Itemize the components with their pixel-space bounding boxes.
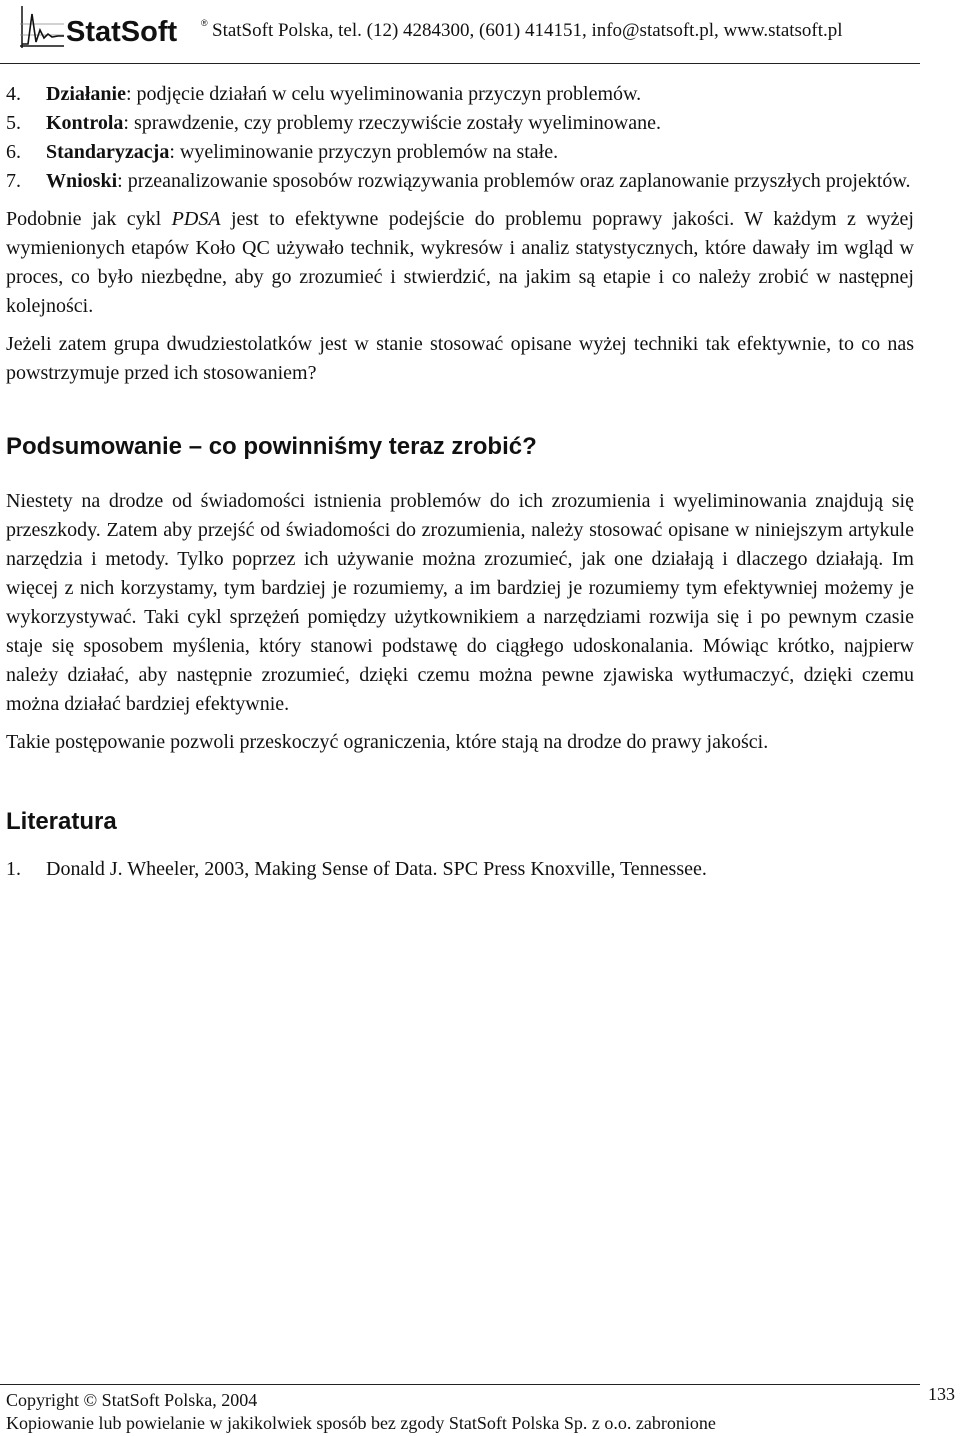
- article-body: [6, 80, 914, 884]
- list-number: 5.: [6, 112, 21, 134]
- list-item: [6, 109, 914, 138]
- reference-number: 1.: [6, 858, 21, 880]
- pdsa-term: PDSA: [171, 208, 221, 230]
- list-number: 7.: [6, 170, 21, 192]
- registered-mark: ®: [201, 18, 208, 28]
- footer-divider: [0, 1384, 920, 1385]
- list-text: : sprawdzenie, czy problemy rzeczywiście zostały wyeliminowane.: [123, 112, 661, 134]
- list-text: : podjęcie działań w celu wyeliminowania przyczyn problemów.: [126, 83, 642, 105]
- logo-text: StatSoft: [66, 16, 178, 48]
- header-divider: [0, 63, 920, 64]
- list-term: Wnioski: [46, 170, 118, 192]
- list-term: Standaryzacja: [46, 141, 170, 163]
- chart-wave-icon: [18, 4, 66, 50]
- list-text: : wyeliminowanie przyczyn problemów na stałe.: [169, 141, 559, 163]
- section-title-literature: Literatura: [6, 808, 117, 835]
- paragraph-conclusion: Takie postępowanie pozwoli przeskoczyć ograniczenia, które stają na drodze do prawy jakości.: [6, 731, 769, 753]
- list-item: [6, 80, 914, 109]
- reference-text: Donald J. Wheeler, 2003, Making Sense of Data. SPC Press Knoxville, Tennessee.: [46, 858, 707, 880]
- paragraph-question: Jeżeli zatem grupa dwudziestolatków jest w stanie stosować opisane wyżej techniki tak efektywnie, to co nas powstrzymuje przed ich stosowaniem?: [6, 333, 914, 384]
- list-term: Kontrola: [46, 112, 124, 134]
- list-number: 6.: [6, 141, 21, 163]
- list-term: Działanie: [46, 83, 126, 105]
- footer-notice: Kopiowanie lub powielanie w jakikolwiek sposób bez zgody StatSoft Polska Sp. z o.o. zabronione: [6, 1413, 716, 1433]
- reference-item: [6, 855, 914, 884]
- list-text: : przeanalizowanie sposobów rozwiązywania problemów oraz zaplanowanie przyszłych projektów.: [117, 170, 911, 192]
- header-contact: StatSoft Polska, tel. (12) 4284300, (601) 414151, info@statsoft.pl, www.statsoft.pl: [212, 20, 843, 41]
- page-header: [0, 0, 920, 64]
- footer-copyright: Copyright © StatSoft Polska, 2004: [6, 1390, 258, 1410]
- page-number: 133: [928, 1384, 955, 1404]
- list-number: 4.: [6, 83, 21, 105]
- list-item: [6, 167, 914, 196]
- section-title-summary: Podsumowanie – co powinniśmy teraz zrobić?: [6, 433, 537, 460]
- list-item: [6, 138, 914, 167]
- paragraph-pdsa: Podobnie jak cykl PDSA jest to efektywne podejście do problemu poprawy jakości. W każdym z wyżej wymienionych etapów Koło QC używało technik, wykresów i analiz statystycznych, które dawały im wgląd w proces, co było niezbędne, aby go zrozumieć i stwierdzić, na jakim są etapie i co należy zrobić w następnej kolejności.: [6, 208, 914, 317]
- paragraph-summary: Niestety na drodze od świadomości istnienia problemów do ich zrozumienia i wyeliminowania znajdują się przeszkody. Zatem aby przejść od świadomości do zrozumienia, należy stosować opisane w niniejszym artykule narzędzia i metody. Tylko poprzez ich używanie można zrozumieć, jak one działają i dlaczego działają. Im więcej z nich korzystamy, tym bardziej je rozumiemy, a im bardziej je rozumiemy tym efektywniej możemy je wykorzystywać. Taki cykl sprzężeń pomiędzy użytkownikiem a narzędziami rozwija się i po pewnym czasie staje się sposobem myślenia, który stanowi podstawę do ciągłego udoskonalania. Mówiąc krótko, najpierw należy działać, aby następnie zrozumieć, dzięki czemu można pewne zjawiska wytłumaczyć, dzięki czemu można działać bardziej efektywnie.: [6, 490, 914, 715]
- statsoft-logo: [18, 4, 218, 56]
